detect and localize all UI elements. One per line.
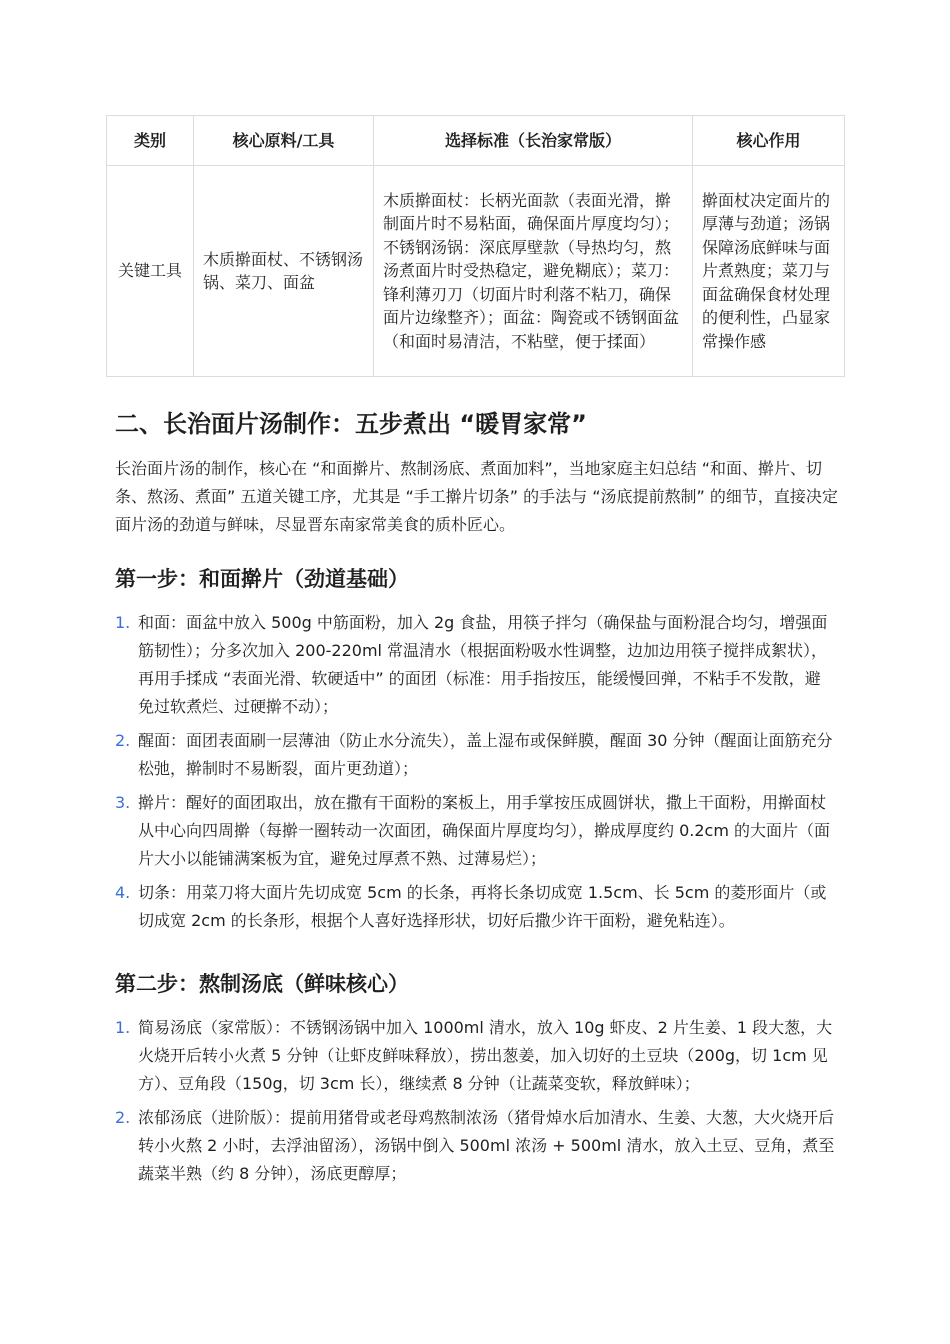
- list-number: 2.: [115, 1108, 131, 1127]
- table-header-row: [107, 116, 845, 166]
- cell-items: 木质擀面杖、不锈钢汤锅、菜刀、面盆: [194, 166, 374, 377]
- list-item: [115, 789, 835, 873]
- list-number: 3.: [115, 793, 131, 812]
- list-item: [115, 879, 835, 935]
- list-text: 擀片：醒好的面团取出，放在撒有干面粉的案板上，用手掌按压成圆饼状，撒上干面粉，用擀面杖从中心向四周擀（每擀一圈转动一次面团，确保面片厚度均匀），擀成厚度约 0.2cm 的大面片（面片大小以能铺满案板为宜，避免过厚煮不熟、过薄易烂）；: [138, 793, 831, 868]
- list-number: 1.: [115, 613, 131, 632]
- list-item: [115, 609, 835, 721]
- section-intro: 长治面片汤的制作，核心在 “和面擀片、熬制汤底、煮面加料”，当地家庭主妇总结 “和面、擀片、切条、熬汤、煮面” 五道关键工序，尤其是 “手工擀片切条” 的手法与 “汤底提前熬制” 的细节，直接决定面片汤的劲道与鲜味，尽显晋东南家常美食的质朴匠心。: [115, 459, 838, 534]
- list-number: 1.: [115, 1018, 131, 1037]
- list-text: 和面：面盆中放入 500g 中筋面粉，加入 2g 食盐，用筷子拌匀（确保盐与面粉混合均匀，增强面筋韧性）；分多次加入 200-220ml 常温清水（根据面粉吸水性调整，边加边用筷子搅拌成絮状），再用手揉成 “表面光滑、软硬适中” 的面团（标准：用手指按压，能缓慢回弹，不粘手不发散，避免过软煮烂、过硬擀不动）；: [138, 613, 828, 716]
- cell-role: 擀面杖决定面片的厚薄与劲道；汤锅保障汤底鲜味与面片煮熟度；菜刀与面盆确保食材处理的便利性，凸显家常操作感: [693, 166, 845, 377]
- step2-list: [115, 1014, 835, 1194]
- list-text: 浓郁汤底（进阶版）：提前用猪骨或老母鸡熬制浓汤（猪骨焯水后加清水、生姜、大葱，大火烧开后转小火熬 2 小时，去浮油留汤），汤锅中倒入 500ml 浓汤 + 500ml 清水，放入土豆、豆角，煮至蔬菜半熟（约 8 分钟），汤底更醇厚；: [138, 1108, 835, 1183]
- list-item: [115, 1014, 835, 1098]
- ingredients-tools-table: [106, 115, 845, 377]
- header-role: 核心作用: [693, 116, 845, 166]
- cell-standard: 木质擀面杖：长柄光面款（表面光滑，擀制面片时不易粘面，确保面片厚度均匀）；不锈钢汤锅：深底厚壁款（导热均匀，熬汤煮面片时受热稳定，避免糊底）；菜刀：锋利薄刃刀（切面片时利落不粘刀，确保面片边缘整齐）；面盆：陶瓷或不锈钢面盆（和面时易清洁，不粘壁，便于揉面）: [374, 166, 693, 377]
- header-category: 类别: [107, 116, 194, 166]
- step2-title: 第二步：熬制汤底（鲜味核心）: [115, 972, 409, 996]
- cell-category: 关键工具: [107, 166, 194, 377]
- list-number: 4.: [115, 883, 131, 902]
- list-text: 简易汤底（家常版）：不锈钢汤锅中加入 1000ml 清水，放入 10g 虾皮、2 片生姜、1 段大葱，大火烧开后转小火煮 5 分钟（让虾皮鲜味释放），捞出葱姜，加入切好的土豆块（200g，切 1cm 见方）、豆角段（150g，切 3cm 长），继续煮 8 分钟（让蔬菜变软，释放鲜味）；: [138, 1018, 833, 1093]
- list-item: [115, 727, 835, 783]
- list-item: [115, 1104, 835, 1188]
- step1-list: [115, 609, 835, 941]
- section-title: 二、长治面片汤制作：五步煮出 “暖胃家常”: [115, 410, 587, 438]
- list-number: 2.: [115, 731, 131, 750]
- list-text: 切条：用菜刀将大面片先切成宽 5cm 的长条，再将长条切成宽 1.5cm、长 5cm 的菱形面片（或切成宽 2cm 的长条形，根据个人喜好选择形状，切好后撒少许干面粉，避免粘连）。: [138, 883, 827, 930]
- table-row: [107, 166, 845, 377]
- list-text: 醒面：面团表面刷一层薄油（防止水分流失），盖上湿布或保鲜膜，醒面 30 分钟（醒面让面筋充分松弛，擀制时不易断裂，面片更劲道）；: [138, 731, 833, 778]
- step1-title: 第一步：和面擀片（劲道基础）: [115, 567, 409, 591]
- header-standard: 选择标准（长治家常版）: [374, 116, 693, 166]
- header-items: 核心原料/工具: [194, 116, 374, 166]
